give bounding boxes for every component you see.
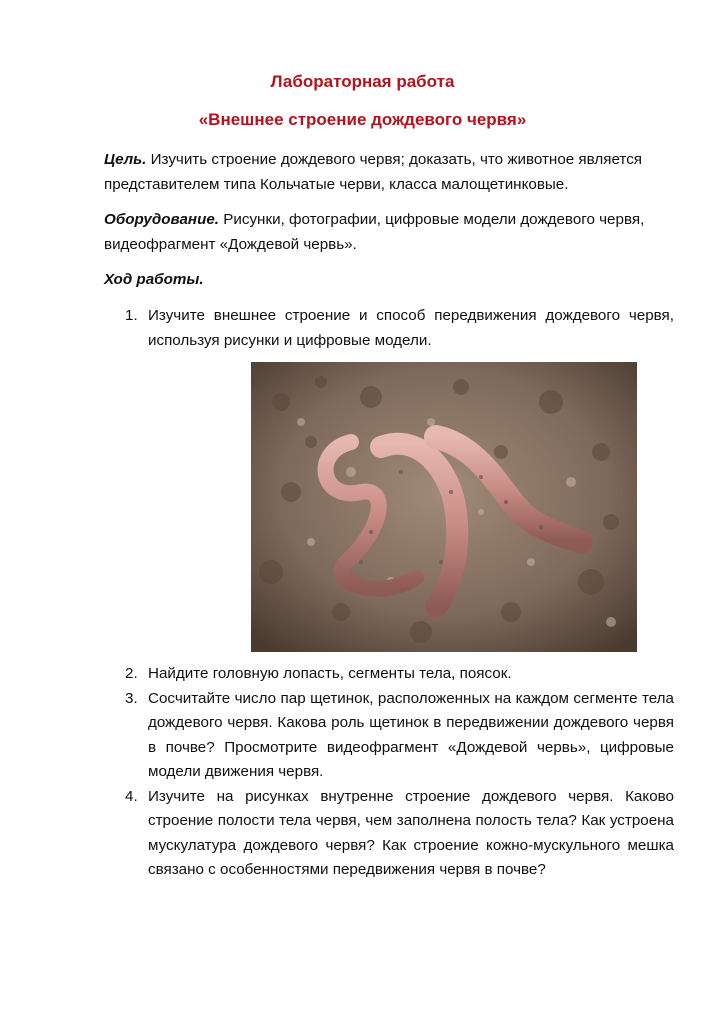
equipment-text: Рисунки, фотографии, цифровые модели дождевого червя, видеофрагмент «Дождевой червь». — [104, 211, 645, 253]
goal-paragraph — [104, 147, 674, 197]
earthworm-photo — [251, 362, 637, 652]
step-text: Найдите головную лопасть, сегменты тела, поясок. — [148, 665, 512, 682]
list-item — [104, 304, 674, 353]
step-text: Изучите внешнее строение и способ передвижения дождевого червя, используя рисунки и цифровые модели. — [148, 307, 674, 349]
step-number: 3. — [125, 689, 138, 707]
list-item — [104, 785, 674, 883]
doc-subtitle: «Внешнее строение дождевого червя» — [198, 110, 527, 129]
doc-title: Лабораторная работа — [270, 72, 455, 91]
step-number: 1. — [125, 307, 138, 324]
equipment-label: Оборудование. — [104, 211, 220, 228]
step-number: 4. — [125, 787, 138, 805]
goal-text: Изучить строение дождевого червя; доказать, что животное является представителем типа Кольчатые черви, класса малощетинковые. — [104, 151, 643, 193]
step-text: Изучите на рисунках внутренне строение дождевого червя. Каково строение полости тела червя, чем заполнена полость тела? Как устроена мускулатура дождевого червя? Как строение кожно-мускульного мешка связано с особенностями передвижения червя в почве? — [148, 787, 674, 878]
step-number: 2. — [125, 665, 138, 682]
list-item — [104, 662, 674, 687]
list-item — [104, 687, 674, 785]
goal-label: Цель. — [104, 151, 147, 168]
equipment-paragraph — [104, 207, 674, 257]
steps-list-top — [104, 304, 674, 353]
progress-label: Ход работы. — [104, 271, 204, 288]
step-text: Сосчитайте число пар щетинок, расположенных на каждом сегменте тела дождевого червя. Какова роль щетинок в передвижении дождевого червя в почве? Просмотрите видеофрагмент «Дождевой червь», цифровые модели движения червя. — [148, 689, 674, 780]
progress-heading — [104, 267, 674, 292]
steps-list-bottom — [104, 662, 674, 883]
